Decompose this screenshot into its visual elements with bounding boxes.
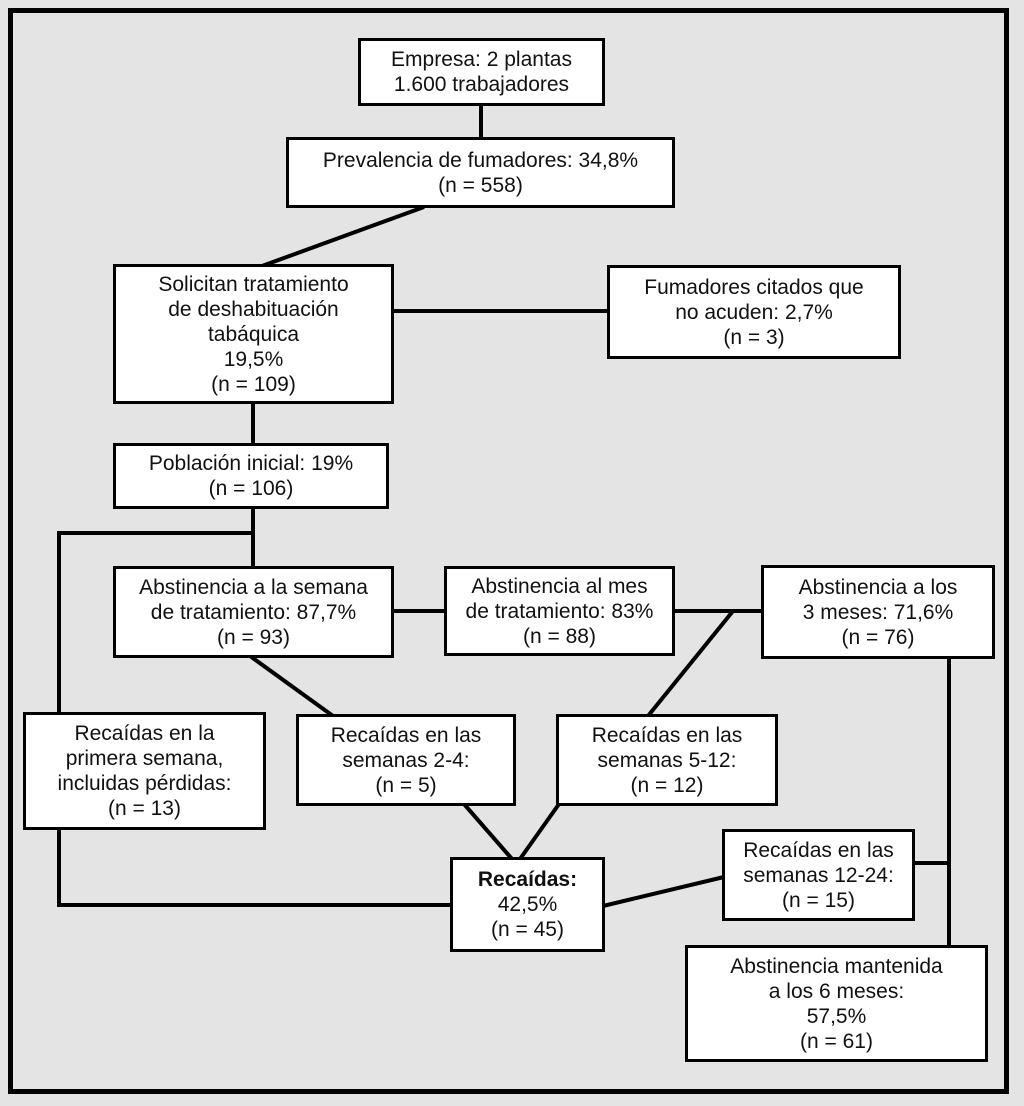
- node-text-line: Recaídas en las: [330, 723, 482, 747]
- node-text-line: (n = 13): [108, 797, 181, 820]
- node-text-line: (n = 5): [375, 773, 437, 797]
- node-text-line: primera semana,: [65, 747, 224, 770]
- node-text-line: 3 meses: 71,6%: [802, 600, 954, 624]
- node-text-line: semanas 5-12:: [597, 748, 737, 772]
- node-text-line: (n = 106): [208, 477, 294, 500]
- node-text-line: semanas 2-4:: [342, 748, 470, 772]
- node-text-line: Población inicial: 19%: [148, 452, 354, 475]
- edge-recaidas-5-12-total: [520, 804, 559, 859]
- node-abstinencia-semana: [113, 566, 394, 658]
- node-prevalencia: [286, 137, 675, 208]
- node-abstinencia-mes: [444, 566, 675, 656]
- node-text-line: (n = 93): [217, 625, 290, 649]
- node-solicitan-tratamiento: [113, 264, 394, 404]
- node-text-line: Abstinencia mantenida: [730, 954, 943, 978]
- node-text-line: 42,5%: [497, 893, 558, 916]
- node-text-line: 57,5%: [806, 1004, 867, 1028]
- node-recaidas-semanas-5-12: [556, 714, 778, 806]
- node-text-line: a los 6 meses:: [768, 979, 905, 1003]
- node-text-line: (n = 76): [841, 625, 915, 649]
- node-text-line: (n = 45): [491, 918, 564, 941]
- node-text-line: no acuden: 2,7%: [675, 300, 833, 324]
- node-text-line: de tratamiento: 83%: [465, 599, 654, 623]
- node-empresa: [358, 38, 605, 106]
- node-text-line: Abstinencia a la semana: [139, 575, 368, 599]
- node-poblacion-inicial: [113, 443, 389, 509]
- node-recaidas-total: [450, 857, 605, 952]
- edge-recaidas-2-4-total: [464, 804, 512, 859]
- node-text-line: Prevalencia de fumadores: 34,8%: [322, 148, 639, 172]
- node-text-line: de deshabituación: [168, 297, 339, 321]
- node-text-line: Abstinencia a los: [798, 575, 958, 599]
- node-text-line: (n = 558): [438, 173, 523, 197]
- node-text-line: (n = 88): [523, 624, 596, 648]
- node-text-line: 1.600 trabajadores: [393, 73, 570, 96]
- node-text-line: Solicitan tratamiento: [158, 272, 349, 296]
- node-text-line: Abstinencia al mes: [471, 574, 648, 598]
- edge-semana-recaidas-2-4: [250, 656, 333, 716]
- node-text-line: 19,5%: [223, 347, 284, 371]
- node-text-line: (n = 15): [782, 888, 855, 912]
- node-text-line: Fumadores citados que: [644, 275, 864, 299]
- node-text-line: Recaídas en la: [74, 722, 215, 745]
- node-recaidas-semanas-2-4: [296, 714, 516, 806]
- node-abstinencia-6-meses: [685, 945, 988, 1062]
- node-text-line: Recaídas en las: [591, 723, 743, 747]
- node-text-line: incluidas pérdidas:: [57, 772, 232, 795]
- node-text-line: tabáquica: [207, 322, 300, 346]
- node-text-line: de tratamiento: 87,7%: [150, 600, 357, 624]
- node-text-line: semanas 12-24:: [743, 863, 894, 887]
- node-recaidas-semanas-12-24: [722, 829, 915, 921]
- node-text-line: Recaídas en las: [743, 838, 894, 862]
- edge-total-recaidas-12-24: [603, 877, 724, 906]
- node-abstinencia-3-meses: [761, 565, 995, 659]
- node-fumadores-no-acuden: [607, 265, 901, 359]
- node-recaidas-primera-semana: [23, 712, 266, 830]
- node-text-line: (n = 3): [723, 325, 785, 349]
- node-text-line: (n = 12): [630, 773, 704, 797]
- edge-prevalencia-solicitan: [262, 207, 424, 266]
- node-text-line: (n = 109): [211, 372, 296, 396]
- node-text-line: Recaídas:: [477, 868, 578, 891]
- node-text-line: (n = 61): [800, 1029, 873, 1053]
- node-text-line: Empresa: 2 plantas: [391, 48, 572, 71]
